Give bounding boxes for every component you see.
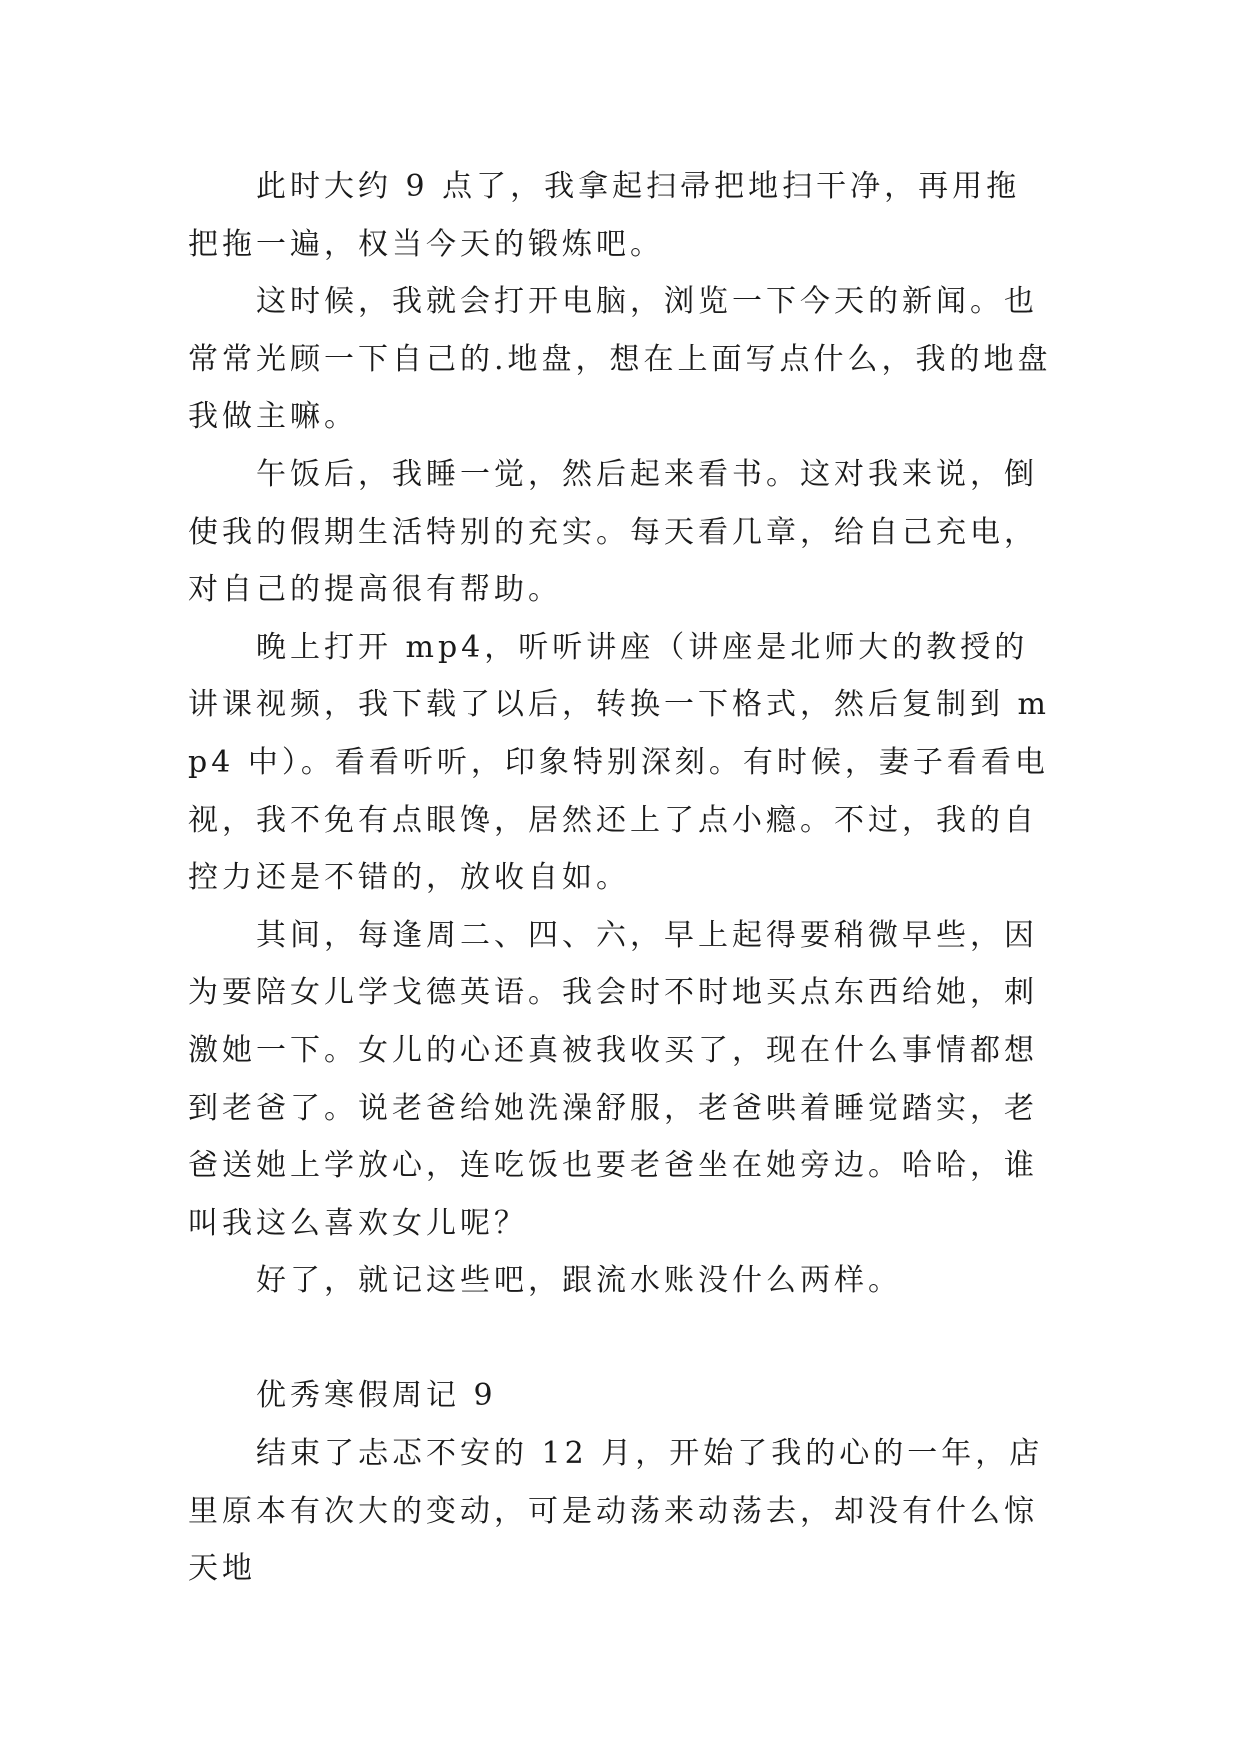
paragraph: 好了，就记这些吧，跟流水账没什么两样。 <box>256 1263 902 1299</box>
paragraph: 这时候，我就会打开电脑，浏览一下今天的新闻。也常常光顾一下自己的.地盘，想在上面写点什么，我的地盘我做主嘛。 <box>188 284 1052 435</box>
paragraph: 此时大约 9 点了，我拿起扫帚把地扫干净，再用拖把拖一遍，权当今天的锻炼吧。 <box>188 169 1021 262</box>
paragraph: 其间，每逢周二、四、六，早上起得要稍微早些，因为要陪女儿学戈德英语。我会时不时地买点东西给她，刺激她一下。女儿的心还真被我收买了，现在什么事情都想到老爸了。说老爸给她洗澡舒服，老爸哄着睡觉踏实，老爸送她上学放心，连吃饭也要老爸坐在她旁边。哈哈，谁叫我这么喜欢女儿呢？ <box>188 917 1038 1241</box>
paragraph: 晚上打开 mp4，听听讲座（讲座是北师大的教授的讲课视频，我下载了以后，转换一下格式，然后复制到 mp4 中）。看看听听，印象特别深刻。有时候，妻子看看电视，我不免有点眼馋，居然还上了点小瘾。不过，我的自控力还是不错的，放收自如。 <box>188 629 1050 896</box>
document-body <box>188 158 1052 1598</box>
section-spacer <box>188 1310 1052 1368</box>
section-title: 优秀寒假周记 9 <box>256 1378 497 1414</box>
paragraph: 结束了忐忑不安的 12 月，开始了我的心的一年，店里原本有次大的变动，可是动荡来动荡去，却没有什么惊天地 <box>188 1436 1044 1587</box>
paragraph: 午饭后，我睡一觉，然后起来看书。这对我来说，倒使我的假期生活特别的充实。每天看几章，给自己充电，对自己的提高很有帮助。 <box>188 456 1038 608</box>
